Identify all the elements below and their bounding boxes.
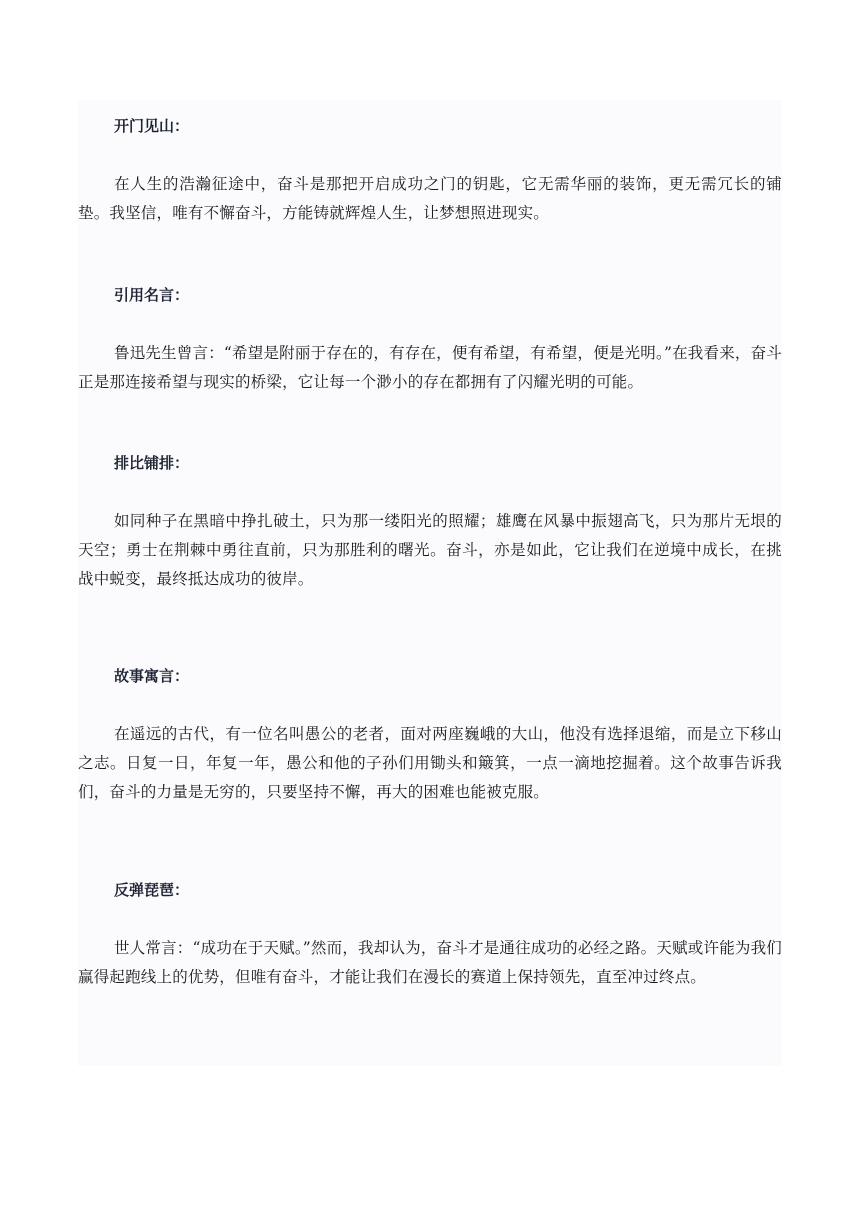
section-paragraph: 在遥远的古代，有一位名叫愚公的老者，面对两座巍峨的大山，他没有选择退缩，而是立下移山之志。日复一日，年复一年，愚公和他的子孙们用锄头和簸箕，一点一滴地挖掘着。这个故事告诉我们，奋斗的力量是无穷的，只要坚持不懈，再大的困难也能被克服。	[78, 725, 782, 801]
section-heading: 排比铺排：	[114, 454, 190, 472]
section-paragraph: 在人生的浩瀚征途中，奋斗是那把开启成功之门的钥匙，它无需华丽的装饰，更无需冗长的铺垫。我坚信，唯有不懈奋斗，方能铸就辉煌人生，让梦想照进现实。	[78, 175, 782, 222]
section-paragraph: 鲁迅先生曾言：“希望是附丽于存在的，有存在，便有希望，有希望，便是光明。”在我看来，奋斗正是那连接希望与现实的桥梁，它让每一个渺小的存在都拥有了闪耀光明的可能。	[78, 344, 782, 391]
section-paragraph: 如同种子在黑暗中挣扎破土，只为那一缕阳光的照耀；雄鹰在风暴中振翅高飞，只为那片无垠的天空；勇士在荆棘中勇往直前，只为那胜利的曙光。奋斗，亦是如此，它让我们在逆境中成长，在挑战中蜕变，最终抵达成功的彼岸。	[78, 512, 782, 588]
section-heading: 开门见山：	[114, 117, 190, 135]
section-heading: 引用名言：	[114, 286, 190, 304]
document-body	[78, 100, 782, 1066]
section-heading: 故事寓言：	[114, 667, 190, 685]
section-heading: 反弹琵琶：	[114, 881, 190, 899]
section-paragraph: 世人常言：“成功在于天赋。”然而，我却认为，奋斗才是通往成功的必经之路。天赋或许能为我们赢得起跑线上的优势，但唯有奋斗，才能让我们在漫长的赛道上保持领先，直至冲过终点。	[78, 939, 782, 986]
